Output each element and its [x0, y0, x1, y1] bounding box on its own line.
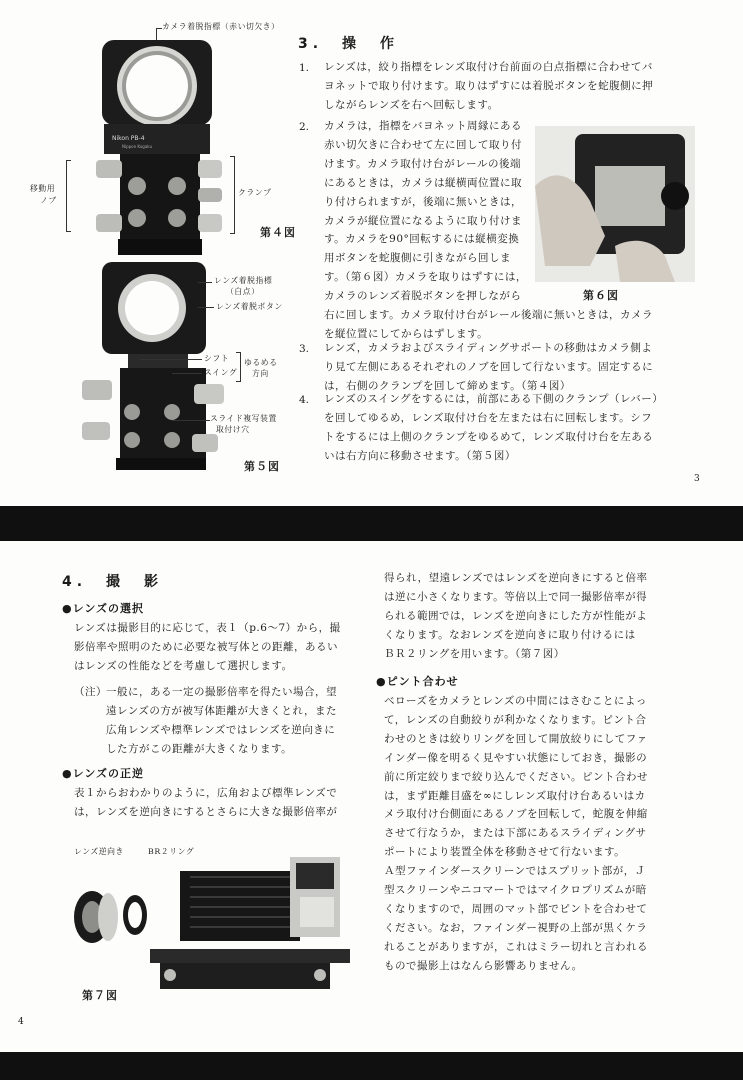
text-line: は，右側のクランプを回して締めます。（第４図）	[324, 379, 571, 392]
text-line: もので撮影上はなんら影響ありません。	[384, 959, 583, 972]
text-line: インダー像を明るく見やすい状態にしておき，撮影の	[384, 751, 648, 764]
text-line: ください。なお，ファインダー視野の上部が黒くケラ	[384, 921, 648, 934]
text-line: り見て左側にあるそれぞれのノブを回して行ないます。固定するに	[324, 360, 654, 373]
bracket-right	[230, 156, 235, 234]
page-gap-band	[0, 506, 743, 541]
text-line: レンズのスイングをするには，前部にある下側のクランプ（レバー）	[324, 393, 664, 405]
nikon-plate-text: Nikon PB-4	[112, 135, 145, 142]
text-line: レンズは撮影目的に応じて，表１（p.6〜7）から，撮	[74, 622, 341, 634]
item-4-number: 4.	[299, 394, 310, 406]
section-3-title: 3. 操 作	[298, 36, 400, 52]
text-line: ベローズをカメラとレンズの中間にはさむことによっ	[384, 695, 647, 707]
text-line: させて行なうか，または下部にあるスライディングサ	[384, 827, 647, 840]
subheading-focusing: ●ピント合わせ	[376, 675, 459, 688]
leader-line	[172, 373, 202, 374]
text-line: 用ボタンを蛇腹側に引きながら回しま	[324, 252, 511, 265]
fig5-label-lens-index-2: （白点）	[226, 287, 260, 296]
fig7-caption: 第７図	[82, 989, 118, 1002]
text-line: くなります。なおレンズを逆向きに取り付けるには	[384, 628, 636, 641]
text-line: いは右方向に移動させます。（第５図）	[324, 449, 516, 462]
text-line: くなりますので，周囲のマット部でピントを合わせて	[384, 902, 648, 915]
bellows-with-camera-photo	[60, 857, 360, 1007]
text-line: 赤い切欠きに合わせて左に回して取り付	[324, 138, 522, 151]
fig5-label-shift: シフト	[204, 354, 230, 363]
text-line: ポートにより装置全体を移動させて行ないます。	[384, 846, 626, 859]
text-line: した方がこの距離が大きくなります。	[106, 742, 293, 755]
fig4-label-mount-index: カメラ着脱指標（赤い切欠き）	[162, 22, 280, 31]
text-line: カメラのレンズ着脱ボタンを押しながら	[324, 290, 522, 303]
fig5-label-lens-index-1: レンズ着脱指標	[214, 276, 273, 285]
figure-4	[30, 20, 300, 250]
text-line: わせのときは絞りリングを回して開放絞りにしてファ	[384, 732, 648, 745]
text-line: メラ取付け台側面にあるノブを回転して，蛇腹を伸縮	[384, 808, 648, 821]
item-3-number: 3.	[299, 343, 310, 355]
fig7-label-ring: BR２リング	[148, 847, 195, 856]
page-number-4: 4	[18, 1017, 24, 1027]
item-2-number: 2.	[299, 121, 310, 133]
subheading-lens-selection: ●レンズの選択	[62, 602, 144, 615]
text-line: り付けられますが，後端に無いときは，	[324, 195, 522, 208]
fig5-label-loosen-1: ゆるめる	[244, 358, 278, 367]
text-line: ヨネットで取り付けます。取りはずすには着脱ボタンを蛇腹側に押	[324, 79, 654, 92]
fig6-caption: 第６図	[583, 289, 619, 302]
figure-7	[60, 837, 360, 1013]
fig4-label-move-knob-2: ノブ	[40, 196, 57, 205]
text-line: レンズは，絞り指標をレンズ取付け台前面の白点指標に合わせてバ	[324, 61, 653, 73]
fig5-label-loosen-2: 方向	[252, 369, 269, 378]
item-3-text	[324, 339, 653, 396]
leader-line	[172, 420, 210, 421]
lens-selection-text	[74, 619, 341, 676]
text-line: 前に所定絞りまで絞り込んでください。ピント合わせ	[384, 770, 648, 783]
text-line: 影倍率や照明のために必要な被写体との距離，あるい	[74, 640, 338, 653]
item-4-text	[324, 390, 663, 466]
bottom-band	[0, 1052, 743, 1080]
text-line: 表１からおわかりのように，広角および標準レンズで	[74, 787, 338, 799]
item-2-text	[324, 117, 653, 344]
fig5-label-swing: スイング	[204, 368, 238, 377]
leader-line	[140, 359, 202, 360]
lens-reverse-continued-text	[384, 569, 647, 664]
section-4-title: 4. 撮 影	[62, 574, 164, 590]
text-line: 遠レンズの方が被写体距離が大きくとれ，また	[106, 704, 338, 717]
text-line: 得られ，望遠レンズではレンズを逆向きにすると倍率	[384, 572, 648, 584]
text-line: を回してゆるめ，レンズ取付け台を左または右に回転します。シフ	[324, 411, 653, 424]
fig7-label-reverse: レンズ逆向き	[74, 847, 124, 856]
text-line: カメラは，指標をバヨネット周縁にある	[324, 120, 522, 132]
text-line: ＢＲ２リングを用います。（第７図）	[384, 647, 565, 660]
text-line: れることがありますが，これはミラー切れと言われる	[384, 940, 648, 953]
manual-page-3	[0, 0, 743, 506]
text-line: 一般に，ある一定の撮影倍率を得たい場合，望	[106, 686, 337, 698]
text-line: けます。カメラ取付け台がレールの後端	[324, 157, 521, 170]
text-line: Ａ型ファインダースクリーンではスプリット部が，Ｊ	[384, 865, 646, 878]
text-line: はレンズの性能などを考慮して選択します。	[74, 659, 293, 672]
fig5-label-lens-release: レンズ着脱ボタン	[216, 302, 283, 311]
note-label: （注）	[74, 686, 107, 698]
item-1-text	[324, 58, 653, 115]
text-line: にあるときは，カメラは縦横両位置に取	[324, 176, 522, 189]
fig4-label-move-knob-1: 移動用	[30, 184, 56, 193]
text-line: しながらレンズを右へ回転します。	[324, 98, 499, 111]
subheading-lens-reverse: ●レンズの正逆	[62, 767, 144, 780]
text-line: 型スクリーンやニコマートではマイクロプリズムが暗	[384, 884, 647, 897]
fig5-label-slide-1: スライド複写装置	[210, 414, 277, 423]
leader-line	[198, 282, 212, 283]
text-line: は，レンズを逆向きにするとさらに大きな撮影倍率が	[74, 805, 338, 818]
text-line: トをするには上側のクランプをゆるめて，レンズ取付け台を左ある	[324, 430, 654, 443]
fig4-label-clamp: クランプ	[238, 188, 272, 197]
note-text	[106, 683, 337, 759]
text-line: レンズ，カメラおよびスライディングサポートの移動はカメラ側よ	[324, 342, 653, 354]
bellows-side-photo	[80, 262, 240, 472]
text-line: て，レンズの自動絞りが利かなくなります。ピント合	[384, 713, 647, 726]
text-line: す。カメラを90°回転するには縦横変換	[324, 233, 520, 246]
lens-reverse-text	[74, 784, 337, 822]
text-line: は逆に小さくなります。等倍以上で同一撮影倍率が得	[384, 590, 648, 603]
plate-small-text: Nippon Kogaku	[122, 144, 153, 149]
bracket-right	[236, 352, 241, 382]
text-line: られる範囲では，レンズを逆向きにした方が性能がよ	[384, 609, 648, 622]
fig4-caption: 第４図	[260, 226, 296, 239]
manual-page-4	[0, 541, 743, 1052]
fig5-caption: 第５図	[244, 460, 280, 473]
focusing-text	[384, 692, 648, 976]
text-line: す。（第６図）カメラを取りはずすには，	[324, 271, 527, 284]
page-number-3: 3	[694, 474, 700, 484]
leader-line	[198, 307, 214, 308]
fig5-label-slide-2: 取付け穴	[216, 425, 250, 434]
text-line: を縦位置にしてからはずします。	[324, 327, 489, 340]
figure-5	[80, 258, 300, 478]
bellows-front-photo	[92, 36, 272, 261]
text-line: は，まず距離目盛を∞にしレンズ取付け台あるいはカ	[384, 789, 646, 802]
bracket-left	[66, 160, 71, 232]
text-line: カメラが縦位置になるように取り付けま	[324, 214, 522, 227]
item-1-number: 1.	[299, 62, 310, 74]
text-line: 右に回します。カメラ取付け台がレール後端に無いときは，カメラ	[324, 309, 653, 322]
text-line: 広角レンズや標準レンズではレンズを逆向きに	[106, 723, 336, 736]
